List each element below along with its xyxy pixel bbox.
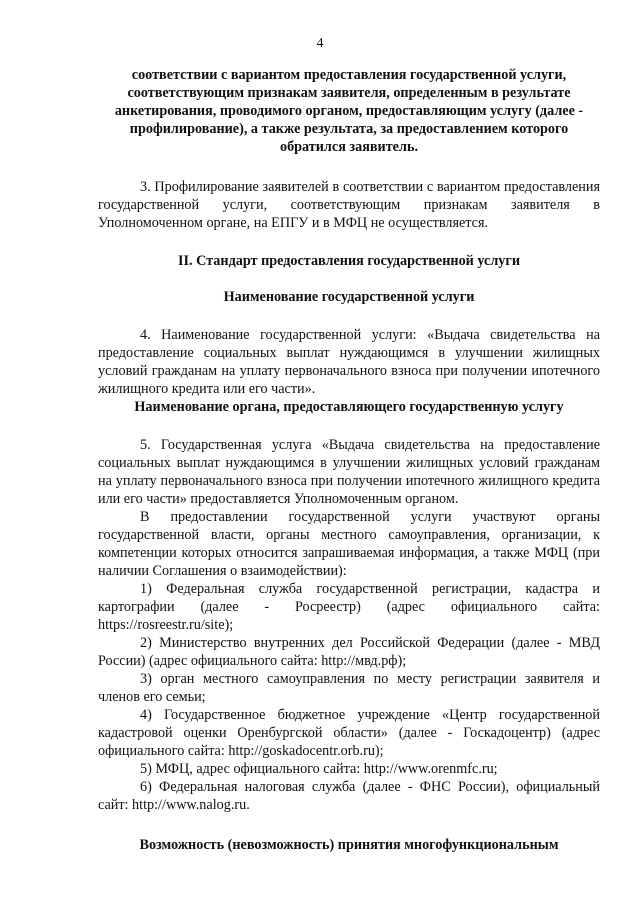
- list-item: 1) Федеральная служба государственной регистрации, кадастра и картографии (далее - Росреестр) (адрес официального сайта: https://rosreestr.ru/site);: [98, 581, 600, 633]
- paragraph-5-participants: В предоставлении государственной услуги участвуют органы государственной власти, органы местного самоуправления, организации, к компетенции которых относится запрашиваемая информация, а также МФЦ (при наличии Соглашения о взаимодействии):: [98, 509, 600, 579]
- paragraph-5: 5. Государственная услуга «Выдача свидетельства на предоставление социальных выплат нуждающимся в улучшении жилищных условий гражданам на уплату первоначального взноса при получении ипотечного жилищного кредита или его части» предоставляется Уполномоченным органом.: [98, 437, 600, 507]
- paragraph-3: 3. Профилирование заявителей в соответствии с вариантом предоставления государственной услуги, соответствующим признакам заявителя в Уполномоченном органе, на ЕПГУ и в МФЦ не осуществляется.: [98, 179, 600, 231]
- intro-heading: соответствии с вариантом предоставления государственной услуги, соответствующим признакам заявителя, определенным в результате анкетирования, проводимого органом, предоставляющим услугу (далее - профилирование), а также результата, за предоставлением которого обратился заявитель.: [114, 67, 584, 155]
- page-number: 4: [316, 36, 324, 51]
- paragraph-4: 4. Наименование государственной услуги: «Выдача свидетельства на предоставление социальных выплат нуждающимся в улучшении жилищных условий гражданам на уплату первоначального взноса при получении ипотечного жилищного кредита или его части».: [98, 327, 600, 397]
- service-name-heading: Наименование государственной услуги: [223, 289, 475, 305]
- list-item: 2) Министерство внутренних дел Российской Федерации (далее - МВД России) (адрес официального сайта: http://мвд.рф);: [98, 635, 600, 669]
- list-item: 4) Государственное бюджетное учреждение «Центр государственной кадастровой оценки Оренбургской области» (далее - Госкадоцентр) (адрес официального сайта: http://goskadocentr.orb.ru);: [98, 707, 600, 759]
- list-item: 3) орган местного самоуправления по месту регистрации заявителя и членов его семьи;: [98, 671, 600, 705]
- next-section-heading: Возможность (невозможность) принятия многофункциональным: [139, 837, 559, 853]
- organ-heading: Наименование органа, предоставляющего государственную услугу: [134, 399, 564, 415]
- list-item: 6) Федеральная налоговая служба (далее - ФНС России), официальный сайт: http://www.nalog.ru.: [98, 779, 600, 813]
- section-2-title: II. Стандарт предоставления государственной услуги: [177, 253, 521, 269]
- list-item: 5) МФЦ, адрес официального сайта: http://www.orenmfc.ru;: [140, 761, 498, 777]
- document-content: [98, 66, 600, 868]
